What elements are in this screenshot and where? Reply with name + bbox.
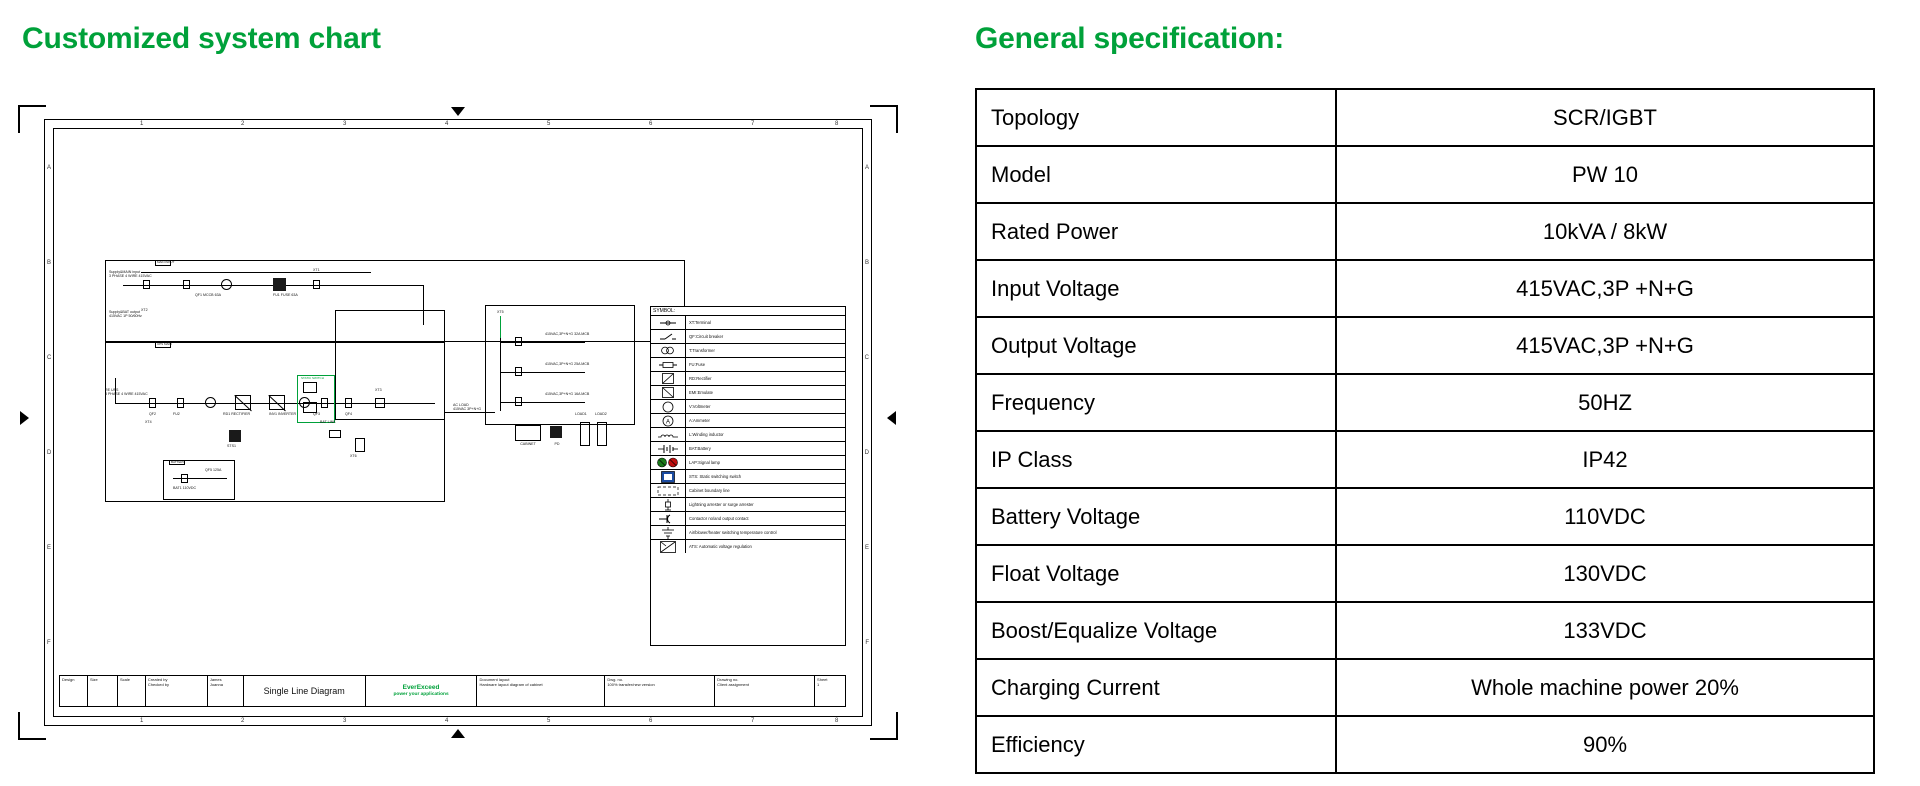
battery-icon xyxy=(651,442,686,455)
tb-drawing-no-label: Drawing no. xyxy=(717,677,739,682)
label-input-source-1: Supply&MAIN input 3 PHASE 4 WIRE 415VAC xyxy=(109,270,152,279)
switch-icon xyxy=(651,470,686,483)
symbol-row xyxy=(651,456,845,470)
ruler-top-6: 6 xyxy=(649,121,653,127)
ruler-bottom-1: 1 xyxy=(140,718,144,724)
symbol-label: XT:Terminal xyxy=(689,320,711,325)
spec-value: 90% xyxy=(1336,716,1874,773)
corner-bottom-left xyxy=(18,712,46,740)
upper-breaker-2 xyxy=(313,280,320,289)
symbol-label: T:Transformer xyxy=(689,348,715,353)
ruler-left-d: D xyxy=(47,450,52,456)
upper-fuse-1 xyxy=(183,280,190,289)
main-meter-v xyxy=(205,397,216,408)
spec-title: General specification: xyxy=(975,22,1285,55)
spec-value: 10kVA / 8kW xyxy=(1336,203,1874,260)
ruler-left-b: B xyxy=(47,260,52,266)
main-note-2: FU2 xyxy=(173,412,180,416)
engineering-drawing xyxy=(18,105,898,740)
ruler-bottom-7: 7 xyxy=(751,718,755,724)
ruler-right-c: C xyxy=(864,355,869,361)
tb-scale: Scale xyxy=(118,676,146,706)
symbol-row xyxy=(651,344,845,358)
arrester-icon xyxy=(651,498,686,511)
branch-label-3: 415VAC,3P+N+G 16A MCB xyxy=(545,392,590,396)
battery-link-box xyxy=(329,430,341,438)
ruler-bottom-2: 2 xyxy=(241,718,245,724)
symbol-row xyxy=(651,512,845,526)
tb-client-assignment-label: Client assignment xyxy=(717,682,749,687)
ruler-left-a: A xyxy=(47,165,52,171)
table-row xyxy=(976,602,1874,659)
fuse-icon xyxy=(651,358,686,371)
spec-value: Whole machine power 20% xyxy=(1336,659,1874,716)
load-module-dark xyxy=(550,426,562,438)
ruler-right-a: A xyxy=(864,165,869,171)
tb-dwg-no xyxy=(605,676,715,706)
load-box-1 xyxy=(515,425,541,441)
spec-value: 50HZ xyxy=(1336,374,1874,431)
bypass-tag-label: MAIN INPUT xyxy=(157,260,175,264)
corner-top-right xyxy=(870,105,898,133)
tb-dwg-no-label: Dwg. no. xyxy=(607,677,624,682)
upper-device-note-3: XT1 xyxy=(313,268,320,272)
symbol-row xyxy=(651,358,845,372)
spec-key: Model xyxy=(976,146,1336,203)
main-note-1: QF2 xyxy=(149,412,156,416)
main-breaker-qf2 xyxy=(149,398,156,408)
spec-key: Float Voltage xyxy=(976,545,1336,602)
terminal-icon xyxy=(651,316,686,329)
symbol-row xyxy=(651,498,845,512)
spec-key: Efficiency xyxy=(976,716,1336,773)
tb-hardware-layout-label: Hardware layout diagram of cabinet xyxy=(479,682,543,687)
title-block xyxy=(59,675,846,707)
misc-connector-1-label: XT6 xyxy=(350,454,357,458)
symbol-label: L:Winding inductor xyxy=(689,432,724,437)
symbol-label: A:Ammeter xyxy=(689,418,710,423)
main-note-7: XT3 xyxy=(375,388,382,392)
ruler-bottom-4: 4 xyxy=(445,718,449,724)
symbol-row xyxy=(651,386,845,400)
main-note-6: QF4 xyxy=(345,412,352,416)
tb-names xyxy=(208,676,244,706)
ats-icon xyxy=(651,540,686,553)
tb-sheet-value: 1 xyxy=(817,682,820,687)
load-box-3 xyxy=(597,422,607,446)
company-logo-tagline: power your applications xyxy=(393,692,449,698)
tb-sheet xyxy=(815,676,845,706)
table-row xyxy=(976,488,1874,545)
symbol-label: QF:Circuit breaker xyxy=(689,334,724,339)
spec-key: IP Class xyxy=(976,431,1336,488)
branch-line-2 xyxy=(500,372,585,373)
branch-line-3 xyxy=(500,402,585,403)
contactor-icon xyxy=(651,512,686,525)
tb-created-by xyxy=(146,676,208,706)
battery-link-label: BAT LINK xyxy=(320,420,336,424)
load-module-dark-label: PD xyxy=(554,442,560,446)
table-row xyxy=(976,374,1874,431)
bus-upper-2 xyxy=(141,272,371,273)
distribution-riser-green xyxy=(500,316,501,338)
load-feed-label: AC LOAD 415VAC 3P+N+G xyxy=(453,403,482,412)
spec-value: 110VDC xyxy=(1336,488,1874,545)
transformer-icon xyxy=(651,344,686,357)
tb-created-by-label: Created by xyxy=(147,677,168,682)
upper-module-1 xyxy=(273,278,286,291)
symbol-row xyxy=(651,526,845,540)
ruler-top-8: 8 xyxy=(835,121,839,127)
spec-value: 130VDC xyxy=(1336,545,1874,602)
ruler-left-e: E xyxy=(47,545,52,551)
misc-connector-1 xyxy=(355,438,365,452)
symbol-row xyxy=(651,414,845,428)
spec-value: SCR/IGBT xyxy=(1336,89,1874,146)
load-box-2-label: LOAD1 xyxy=(575,412,587,416)
ruler-left-c: C xyxy=(47,355,52,361)
symbol-label: Lightning arrester or surge arrester xyxy=(689,502,754,507)
label-input-source-2: Supply&BAT output 415VAC 1P 50/60Hz xyxy=(109,310,142,319)
fan-icon xyxy=(651,526,686,539)
symbol-label: BAT:Battery xyxy=(689,446,711,451)
main-note-5: QF3 xyxy=(313,412,320,416)
registration-arrow-right xyxy=(887,411,896,425)
branch-breaker-2 xyxy=(515,367,522,376)
ruler-top-4: 4 xyxy=(445,121,449,127)
table-row xyxy=(976,89,1874,146)
battery-note-2: QF5 125A xyxy=(205,468,222,472)
load-box-3-label: LOAD2 xyxy=(595,412,607,416)
ruler-right-e: E xyxy=(864,545,869,551)
branch-label-1: 415VAC,3P+N+G 32A MCB xyxy=(545,332,590,336)
ruler-right-f: F xyxy=(865,640,869,646)
symbol-row xyxy=(651,484,845,498)
breaker-icon xyxy=(651,330,686,343)
symbol-label: LAP:Signal lamp xyxy=(689,460,720,465)
registration-arrow-top xyxy=(451,107,465,116)
company-logo xyxy=(366,676,478,706)
symbol-label: V:Voltmeter xyxy=(689,404,711,409)
load-feed-line xyxy=(445,412,495,413)
tb-design: Design xyxy=(60,676,88,706)
symbol-row xyxy=(651,442,845,456)
spec-key: Charging Current xyxy=(976,659,1336,716)
battery-breaker xyxy=(181,474,188,483)
corner-top-left xyxy=(18,105,46,133)
tb-drawing-no xyxy=(715,676,815,706)
ruler-top-3: 3 xyxy=(343,121,347,127)
spec-value: PW 10 xyxy=(1336,146,1874,203)
battery-tag-label: BATTERY xyxy=(171,460,185,464)
rectifier-icon xyxy=(651,372,686,385)
upper-device-note-4: XT2 xyxy=(141,308,148,312)
corner-bottom-right xyxy=(870,712,898,740)
symbol-label: RD:Rectifier xyxy=(689,376,712,381)
output-panel-inner xyxy=(337,308,441,418)
symbol-label: Air/blower/heater switching temperature control xyxy=(689,530,777,535)
ruler-bottom-6: 6 xyxy=(649,718,653,724)
symbol-legend-table xyxy=(650,306,846,646)
spec-value: 415VAC,3P +N+G xyxy=(1336,317,1874,374)
tb-document-layout xyxy=(477,676,605,706)
ruler-top-1: 1 xyxy=(140,121,144,127)
spec-value: 415VAC,3P +N+G xyxy=(1336,260,1874,317)
tb-version-label: 100% transfer/new version xyxy=(607,682,655,687)
registration-arrow-bottom xyxy=(451,729,465,738)
emi-icon xyxy=(651,386,686,399)
main-note-4: INV1 INVERTER xyxy=(269,412,297,416)
upper-device-note-1: QF1 MCCB 63A xyxy=(195,293,221,297)
single-line-schematic xyxy=(45,120,871,725)
table-row xyxy=(976,431,1874,488)
spec-value: 133VDC xyxy=(1336,602,1874,659)
spec-key: Battery Voltage xyxy=(976,488,1336,545)
symbol-row xyxy=(651,540,845,553)
drawing-sheet xyxy=(44,119,872,726)
upper-breaker-1 xyxy=(143,280,150,289)
spec-key: Output Voltage xyxy=(976,317,1336,374)
battery-cabinet-box xyxy=(163,460,235,500)
upper-meter-1 xyxy=(221,279,232,290)
bypass-contactor-label: STS1 xyxy=(227,444,236,448)
tb-checked-by-value: Joanna xyxy=(209,682,223,687)
symbol-legend-header: SYMBOL: xyxy=(651,307,845,316)
symbol-label: FU:Fuse xyxy=(689,362,706,367)
ammeter-icon xyxy=(651,414,686,427)
ruler-top-7: 7 xyxy=(751,121,755,127)
table-row xyxy=(976,203,1874,260)
battery-note: BAT1 110VDC xyxy=(173,486,197,490)
highlight-module-top xyxy=(303,382,317,393)
branch-breaker-3 xyxy=(515,397,522,406)
voltmeter-icon xyxy=(651,400,686,413)
specification-table xyxy=(975,88,1875,774)
ruler-top-2: 2 xyxy=(241,121,245,127)
symbol-row xyxy=(651,428,845,442)
table-row xyxy=(976,659,1874,716)
table-row xyxy=(976,716,1874,773)
bypass-contactor xyxy=(229,430,241,442)
inductor-icon xyxy=(651,428,686,441)
spec-key: Input Voltage xyxy=(976,260,1336,317)
branch-breaker-1 xyxy=(515,337,522,346)
branch-line-1 xyxy=(500,342,585,343)
spec-value: IP42 xyxy=(1336,431,1874,488)
symbol-row xyxy=(651,400,845,414)
spec-key: Frequency xyxy=(976,374,1336,431)
label-main-input: RE UPS 3 PHASE 4 WIRE 415VAC xyxy=(105,388,148,397)
table-row xyxy=(976,146,1874,203)
highlight-label: STATIC SWITCH xyxy=(301,376,324,380)
symbol-label: EMI:Emulate xyxy=(689,390,713,395)
load-box-2 xyxy=(580,422,590,446)
symbol-row xyxy=(651,330,845,344)
main-note-3: RD1 RECTIFIER xyxy=(223,412,251,416)
tb-document-layout-label: Document layout xyxy=(479,677,510,682)
spec-key: Topology xyxy=(976,89,1336,146)
upper-device-note-2: FU1 FUSE 63A xyxy=(273,293,298,297)
cabinet-boundary-icon xyxy=(651,484,686,497)
chart-title: Customized system chart xyxy=(22,22,381,55)
branch-label-2: 415VAC,3P+N+G 25A MCB xyxy=(545,362,590,366)
main-note-8: XT4 xyxy=(145,420,152,424)
drawing-title: Single Line Diagram xyxy=(244,676,366,706)
spec-key: Rated Power xyxy=(976,203,1336,260)
lamp-icon xyxy=(651,456,686,469)
distribution-title: XT5 xyxy=(497,310,504,314)
symbol-label: Contactor no/and output contact xyxy=(689,516,749,521)
symbol-label: STS: Static switching switch xyxy=(689,474,742,479)
tb-created-by-value: James xyxy=(209,677,222,682)
svg-text:A: A xyxy=(665,419,671,425)
tb-checked-by-label: Checked by xyxy=(147,682,170,687)
ruler-bottom-3: 3 xyxy=(343,718,347,724)
symbol-label: Cabinet boundary line xyxy=(689,488,730,493)
symbol-row xyxy=(651,470,845,484)
ruler-bottom-5: 5 xyxy=(547,718,551,724)
tb-size: Size xyxy=(88,676,118,706)
symbol-row xyxy=(651,372,845,386)
symbol-row xyxy=(651,316,845,330)
table-row xyxy=(976,545,1874,602)
ruler-right-b: B xyxy=(864,260,869,266)
registration-arrow-left xyxy=(20,411,29,425)
tb-sheet-label: Sheet xyxy=(817,677,828,682)
main-tag-label: UPS MAIN xyxy=(157,342,172,346)
main-fuse-fu2 xyxy=(177,398,184,408)
symbol-label: ATS: Automatic voltage regulation xyxy=(689,544,752,549)
ruler-bottom-8: 8 xyxy=(835,718,839,724)
company-logo-name: EverExceed xyxy=(402,683,440,691)
table-row xyxy=(976,317,1874,374)
ruler-top-5: 5 xyxy=(547,121,551,127)
highlight-module-bottom xyxy=(303,402,317,413)
load-box-1-label: CABINET xyxy=(520,442,536,446)
ruler-right-d: D xyxy=(864,450,869,456)
ruler-left-f: F xyxy=(47,640,51,646)
table-row xyxy=(976,260,1874,317)
spec-key: Boost/Equalize Voltage xyxy=(976,602,1336,659)
